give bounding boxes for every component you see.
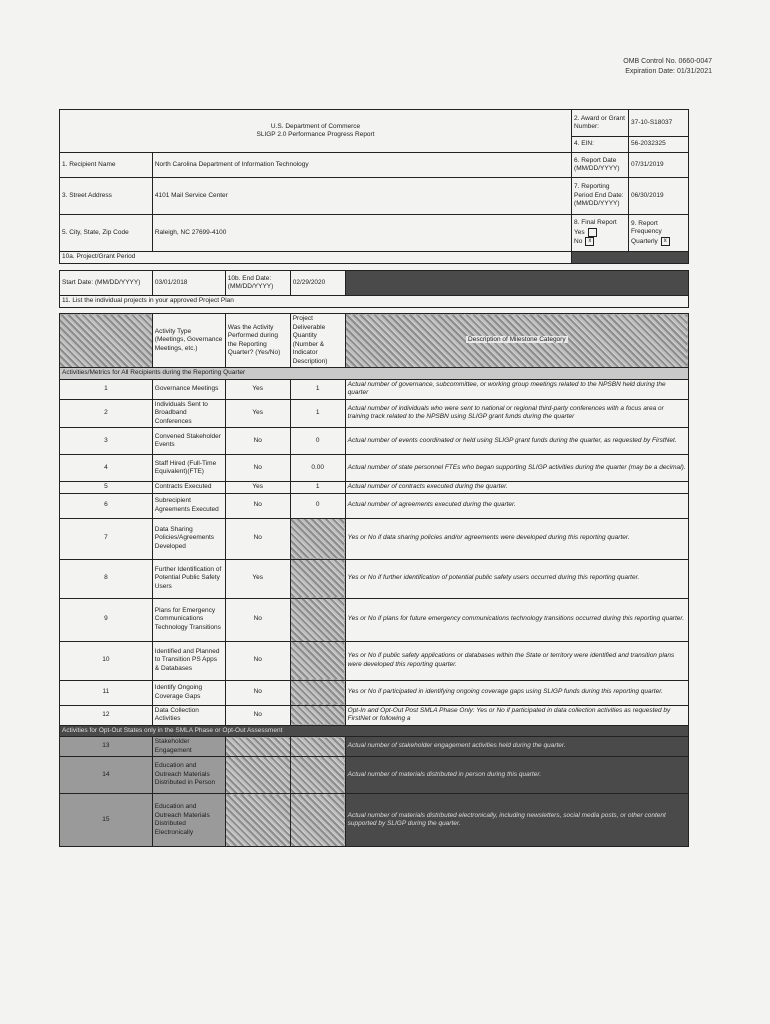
recipient-name-value: North Carolina Department of Information Technology (152, 153, 571, 178)
table-row (60, 379, 689, 399)
row-description: Yes or No if data sharing policies and/or agreements were developed during this reporting quarter. (345, 518, 688, 559)
row-number: 5 (60, 482, 153, 494)
table-row (60, 641, 689, 680)
section-all-recipients: Activities/Metrics for All Recipients during the Reporting Quarter (60, 368, 689, 380)
row-activity: Individuals Sent to Broadband Conferences (152, 399, 225, 428)
row-performed: No (225, 705, 290, 725)
row-description: Actual number of stakeholder engagement activities held during the quarter. (345, 737, 688, 757)
row-number: 1 (60, 379, 153, 399)
table-row (60, 598, 689, 641)
row-quantity (290, 559, 345, 598)
row-number: 3 (60, 428, 153, 455)
city-state-zip-value: Raleigh, NC 27699-4100 (152, 215, 571, 252)
table-row (60, 455, 689, 482)
row-number: 9 (60, 598, 153, 641)
award-number-value: 37-10-S18037 (629, 110, 689, 137)
row-number: 7 (60, 518, 153, 559)
row-number: 8 (60, 559, 153, 598)
row-number: 6 (60, 493, 153, 518)
row-performed: No (225, 518, 290, 559)
table-row (60, 559, 689, 598)
end-date-value: 02/29/2020 (290, 271, 345, 296)
col-performed: Was the Activity Performed during the Reporting Quarter? (Yes/No) (225, 314, 290, 368)
frequency-quarterly-checkbox[interactable]: x (661, 237, 670, 246)
final-report-no-checkbox[interactable]: x (585, 237, 594, 246)
period-end-value: 06/30/2019 (629, 178, 689, 215)
row-performed: Yes (225, 399, 290, 428)
row-description: Actual number of individuals who were sent to national or regional third-party conferences with a focus area or training track related to the NPSBN using SLIGP grant funds during the quarter (345, 399, 688, 428)
row-number: 15 (60, 794, 153, 847)
report-frequency-cell: 9. Report Frequency Quarterly x (629, 215, 689, 252)
table-row (60, 705, 689, 725)
row-performed: No (225, 641, 290, 680)
table-row (60, 757, 689, 794)
row-activity: Staff Hired (Full-Time Equivalent)(FTE) (152, 455, 225, 482)
form-title: U.S. Department of Commerce SLIGP 2.0 Performance Progress Report (60, 110, 572, 153)
row-activity: Data Sharing Policies/Agreements Developed (152, 518, 225, 559)
row-description: Yes or No if further identification of potential public safety users occurred during this reporting quarter. (345, 559, 688, 598)
start-date-label: Start Date: (MM/DD/YYYY) (60, 271, 153, 296)
row-performed: No (225, 680, 290, 705)
start-date-value: 03/01/2018 (152, 271, 225, 296)
row-quantity (290, 641, 345, 680)
row-quantity (290, 705, 345, 725)
col-description: Description of Milestone Category (345, 314, 688, 368)
section-opt-out: Activities for Opt-Out States only in the SMLA Phase or Opt-Out Assessment (60, 725, 689, 737)
omb-notice (623, 57, 712, 77)
row-activity: Identified and Planned to Transition PS Apps & Databases (152, 641, 225, 680)
table-row (60, 493, 689, 518)
report-date-value: 07/31/2019 (629, 153, 689, 178)
award-number-label: 2. Award or Grant Number: (572, 110, 629, 137)
row-activity: Stakeholder Engagement (152, 737, 225, 757)
omb-expiration-date: Expiration Date: 01/31/2021 (625, 68, 712, 75)
table-row (60, 399, 689, 428)
project-period-label: 10a. Project/Grant Period (60, 252, 572, 264)
period-end-label: 7. Reporting Period End Date: (MM/DD/YYYY) (572, 178, 629, 215)
street-address-value: 4101 Mail Service Center (152, 178, 571, 215)
row-number: 10 (60, 641, 153, 680)
row-activity: Convened Stakeholder Events (152, 428, 225, 455)
row-description: Yes or No if plans for future emergency communications technology transitions occurred during this reporting quarter. (345, 598, 688, 641)
col-quantity: Project Deliverable Quantity (Number & Indicator Description) (290, 314, 345, 368)
row-activity: Contracts Executed (152, 482, 225, 494)
table-row (60, 680, 689, 705)
table-row (60, 518, 689, 559)
row-performed: Yes (225, 559, 290, 598)
table-row (60, 794, 689, 847)
row-description: Actual number of agreements executed during the quarter. (345, 493, 688, 518)
row-activity: Education and Outreach Materials Distributed in Person (152, 757, 225, 794)
table-row (60, 428, 689, 455)
row-activity: Data Collection Activities (152, 705, 225, 725)
row-number: 11 (60, 680, 153, 705)
row-number: 13 (60, 737, 153, 757)
row-performed: Yes (225, 482, 290, 494)
row-number: 14 (60, 757, 153, 794)
row-quantity (290, 518, 345, 559)
row-number: 12 (60, 705, 153, 725)
row-performed: No (225, 428, 290, 455)
street-address-label: 3. Street Address (60, 178, 153, 215)
row-activity: Identify Ongoing Coverage Gaps (152, 680, 225, 705)
row-number: 4 (60, 455, 153, 482)
row-description: Opt-In and Opt-Out Post SMLA Phase Only: Yes or No if participated in data collection activities as requested by FirstNet or following a (345, 705, 688, 725)
recipient-name-label: 1. Recipient Name (60, 153, 153, 178)
period-table (59, 270, 689, 308)
row-description: Actual number of governance, subcommittee, or working group meetings related to the NPSBN held during the quarter (345, 379, 688, 399)
row-activity: Further Identification of Potential Public Safety Users (152, 559, 225, 598)
header-table (59, 109, 689, 264)
activities-table (59, 313, 689, 847)
report-date-label: 6. Report Date (MM/DD/YYYY) (572, 153, 629, 178)
col-activity-type: Activity Type (Meetings, Governance Meetings, etc.) (152, 314, 225, 368)
end-date-label: 10b. End Date: (MM/DD/YYYY) (225, 271, 290, 296)
row-description: Actual number of materials distributed electronically, including newsletters, social media posts, or other content supported by SLIGP during the quarter. (345, 794, 688, 847)
row-description: Actual number of materials distributed in person during this quarter. (345, 757, 688, 794)
row-quantity: 1 (290, 399, 345, 428)
ein-label: 4. EIN: (572, 137, 629, 153)
ein-value: 56-2032325 (629, 137, 689, 153)
row-quantity (290, 598, 345, 641)
row-performed: Yes (225, 379, 290, 399)
row-performed: No (225, 455, 290, 482)
row-quantity: 0 (290, 493, 345, 518)
row-description: Actual number of state personnel FTEs who began supporting SLIGP activities during the quarter (may be a decimal). (345, 455, 688, 482)
row-number: 2 (60, 399, 153, 428)
row-description: Yes or No if participated in identifying ongoing coverage gaps using SLIGP funds during this reporting quarter. (345, 680, 688, 705)
final-report-yes-checkbox[interactable] (588, 228, 597, 237)
project-list-label: 11. List the individual projects in your approved Project Plan (60, 296, 689, 308)
row-quantity (290, 680, 345, 705)
row-activity: Plans for Emergency Communications Technology Transitions (152, 598, 225, 641)
omb-control-number: OMB Control No. 0660-0047 (623, 58, 712, 65)
row-description: Actual number of events coordinated or held using SLIGP grant funds during the quarter, as requested by FirstNet. (345, 428, 688, 455)
row-quantity: 0.00 (290, 455, 345, 482)
city-state-zip-label: 5. City, State, Zip Code (60, 215, 153, 252)
row-description: Actual number of contracts executed during the quarter. (345, 482, 688, 494)
row-quantity: 1 (290, 379, 345, 399)
row-activity: Subrecipient Agreements Executed (152, 493, 225, 518)
row-activity: Governance Meetings (152, 379, 225, 399)
row-activity: Education and Outreach Materials Distributed Electronically (152, 794, 225, 847)
table-row (60, 482, 689, 494)
row-description: Yes or No if public safety applications or databases within the State or territory were identified and transition plans were developed this reporting quarter. (345, 641, 688, 680)
row-quantity: 1 (290, 482, 345, 494)
final-report-cell: 8. Final Report Yes No x (572, 215, 629, 252)
row-performed: No (225, 493, 290, 518)
table-row (60, 737, 689, 757)
row-quantity: 0 (290, 428, 345, 455)
row-performed: No (225, 598, 290, 641)
